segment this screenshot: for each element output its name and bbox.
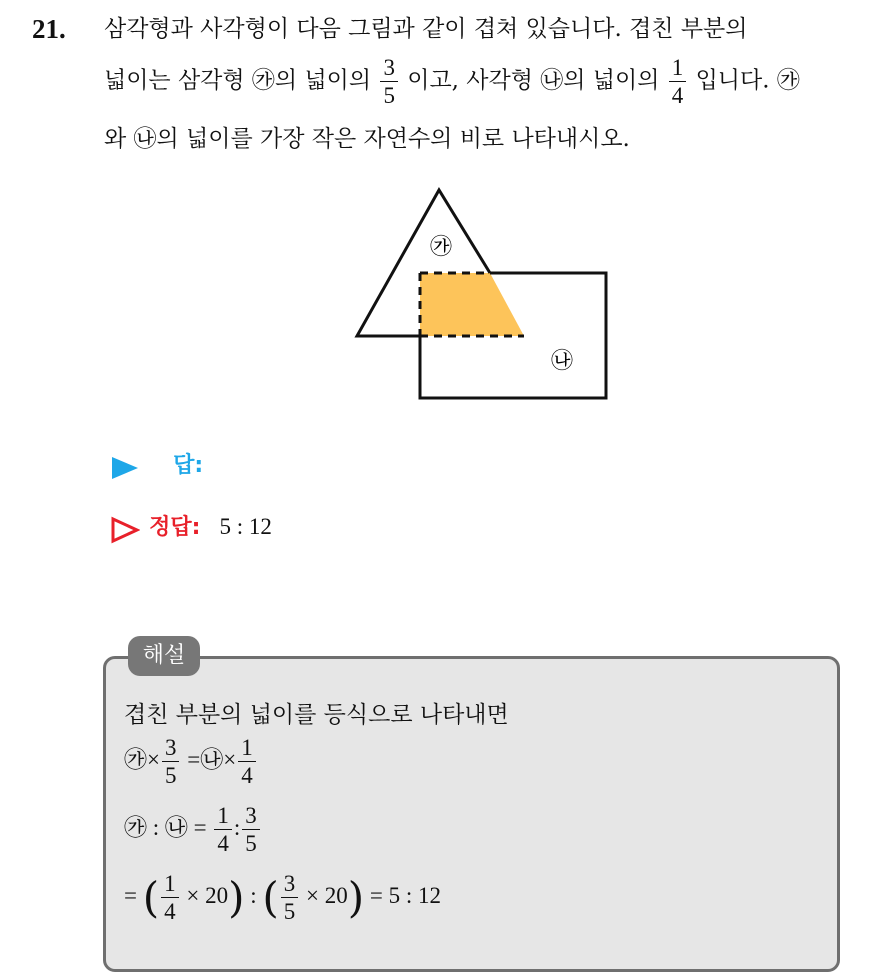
fraction-one-quarter: $\frac{1}{4}$ <box>214 804 232 855</box>
times-twenty: × 20 <box>306 882 348 908</box>
ga-symbol: ㉮ <box>124 746 147 772</box>
times-sign: × <box>147 746 160 772</box>
right-paren: ) <box>228 873 245 922</box>
na-symbol: ㉯ <box>200 746 224 772</box>
question-line-2 <box>104 56 800 107</box>
left-paren: ( <box>262 873 279 922</box>
fraction-one-quarter: $\frac{1}{4}$ <box>161 872 179 923</box>
answer-play-icon <box>110 454 140 482</box>
rectangle-label: ㉯ <box>550 349 574 374</box>
colon: : <box>250 882 257 908</box>
question-line-3: 와 ㉯의 넓이를 가장 작은 자연수의 비로 나타내시오. <box>104 126 630 152</box>
right-paren: ) <box>347 873 365 922</box>
answer-row <box>110 448 203 482</box>
fraction-three-fifths: $\frac{3}{5}$ <box>281 872 299 923</box>
correct-answer-value: 5 : 12 <box>219 514 272 539</box>
ga-symbol: ㉮ <box>124 814 147 840</box>
triangle-label: ㉮ <box>429 235 453 260</box>
fraction-three-fifths: $\frac{3}{5}$ <box>162 736 180 787</box>
fraction-three-fifths: $\frac{3}{5}$ <box>380 56 398 107</box>
correct-answer-row <box>110 510 272 544</box>
colon: : <box>233 814 241 840</box>
question-line-2-b: 이고, 사각형 ㉯의 넓이의 <box>407 67 660 94</box>
overlap-figure <box>350 182 614 406</box>
fraction-one-quarter: $\frac{1}{4}$ <box>669 56 687 107</box>
solution-line-3 <box>124 804 262 855</box>
times-twenty: × 20 <box>186 882 229 908</box>
equals-sign: = <box>124 882 137 908</box>
fraction-three-fifths: $\frac{3}{5}$ <box>242 804 260 855</box>
fraction-one-quarter: $\frac{1}{4}$ <box>238 736 256 787</box>
result: = 5 : 12 <box>369 882 442 908</box>
na-symbol: ㉯ <box>164 814 188 840</box>
question-line-1: 삼각형과 사각형이 다음 그림과 같이 겹쳐 있습니다. 겹친 부분의 <box>104 16 748 42</box>
solution-badge: 해설 <box>128 636 200 676</box>
equals-sign: = <box>187 746 201 772</box>
solution-line-4 <box>124 872 441 923</box>
correct-play-outline-icon <box>110 516 140 544</box>
overlap-region <box>420 273 524 336</box>
solution-line-2 <box>124 736 258 787</box>
times-sign: × <box>223 746 237 772</box>
solution-line-1: 겹친 부분의 넓이를 등식으로 나타내면 <box>124 702 509 728</box>
equals-sign: = <box>193 814 207 840</box>
colon: : <box>152 814 160 840</box>
question-line-2-a: 넓이는 삼각형 ㉮의 넓이의 <box>104 67 372 94</box>
question-number: 21. <box>32 14 66 44</box>
question-line-2-c: 입니다. ㉮ <box>695 67 800 94</box>
left-paren: ( <box>142 873 160 922</box>
answer-label: 답: <box>173 453 204 478</box>
correct-answer-label: 정답: <box>149 515 201 540</box>
